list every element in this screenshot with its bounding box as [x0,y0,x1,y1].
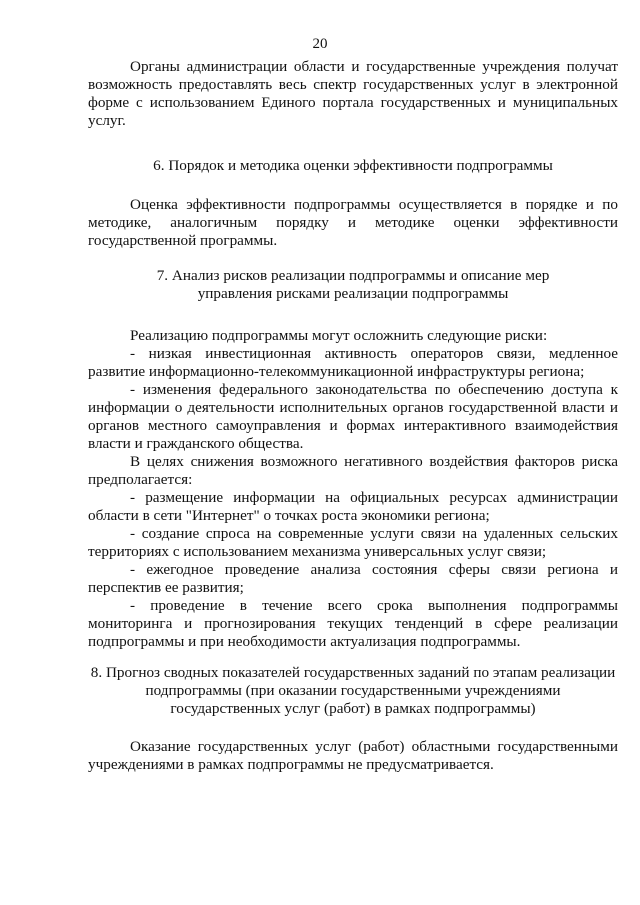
measure-item: - проведение в течение всего срока выполнения подпрограммы мониторинга и прогнозирования текущих тенденций в сфере реализации подпрограммы и при необходимости актуализация подпрограммы. [88,597,618,650]
measure-item: - создание спроса на современные услуги связи на удаленных сельских территориях с использованием механизма универсальных услуг связи; [88,525,618,560]
measures-intro: В целях снижения возможного негативного воздействия факторов риска предполагается: [88,453,618,488]
risks-intro: Реализацию подпрограммы могут осложнить следующие риски: [130,327,548,344]
section-8-text: Оказание государственных услуг (работ) областными государственными учреждениями в рамках подпрограммы не предусматривается. [88,738,618,773]
section-6-heading: 6. Порядок и методика оценки эффективности подпрограммы [153,157,553,174]
measure-item: - размещение информации на официальных ресурсах администрации области в сети "Интернет" о точках роста экономики региона; [88,489,618,524]
page-number: 20 [312,36,328,52]
section-8-heading-line-3: государственных услуг (работ) в рамках подпрограммы) [170,700,536,717]
section-6-text: Оценка эффективности подпрограммы осуществляется в порядке и по методике, аналогичным порядку и методике оценки эффективности государственной программы. [88,196,618,249]
section-7-heading-line-2: управления рисками реализации подпрограммы [197,285,509,302]
section-8-heading-line-1: 8. Прогноз сводных показателей государственных заданий по этапам реализации [90,664,616,681]
risk-item: - низкая инвестиционная активность операторов связи, медленное развитие информационно-телекоммуникационной инфраструктуры региона; [88,345,618,380]
risk-item: - изменения федерального законодательства по обеспечению доступа к информации о деятельности исполнительных органов государственной власти и органов местного самоуправления и формах интерактивного взаимодействия власти и гражданского общества. [88,381,618,452]
section-7-heading-line-1: 7. Анализ рисков реализации подпрограммы и описание мер [156,267,550,284]
section-8-heading [88,664,618,718]
section-7-heading [88,267,618,303]
measure-item: - ежегодное проведение анализа состояния сферы связи региона и перспектив ее развития; [88,561,618,596]
document-body [88,58,618,774]
section-8-heading-line-2: подпрограммы (при оказании государственными учреждениями [145,682,561,699]
intro-paragraph: Органы администрации области и государственные учреждения получат возможность предоставлять весь спектр государственных услуг в электронной форме с использованием Единого портала государственных и муниципальных услуг. [88,58,618,129]
